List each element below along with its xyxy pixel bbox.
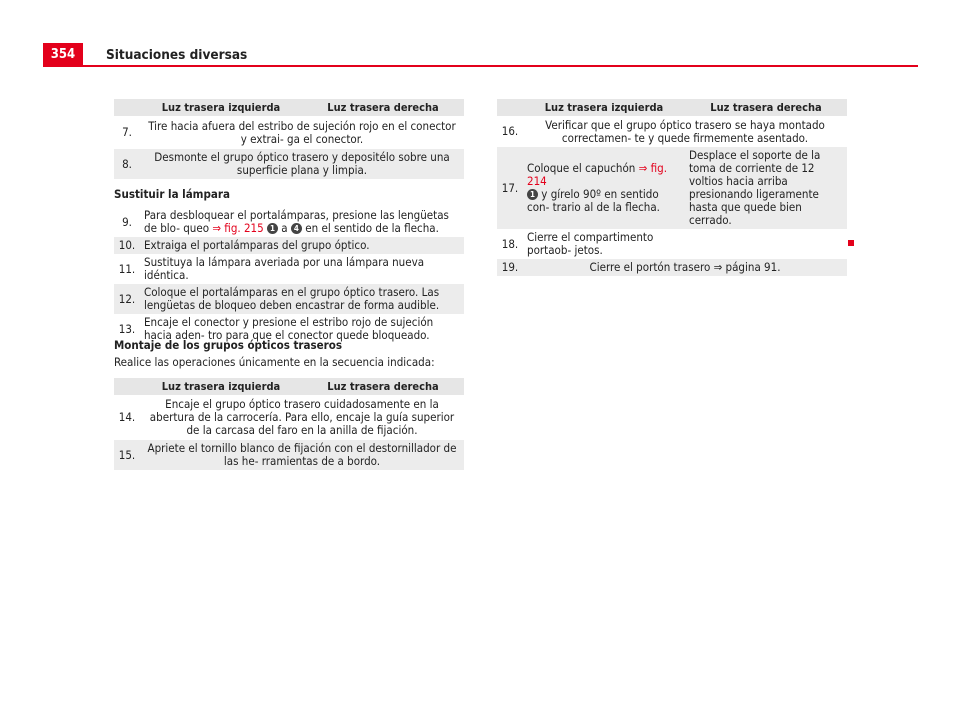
col-header-right: Luz trasera derecha bbox=[302, 99, 464, 116]
step-text: Sustituya la lámpara averiada por una lámpara nueva idéntica. bbox=[144, 255, 425, 282]
table-row bbox=[114, 395, 464, 440]
table-row bbox=[497, 147, 847, 229]
table-lamp-steps bbox=[114, 207, 464, 344]
callout-4-icon: 4 bbox=[291, 223, 302, 234]
section-note: Realice las operaciones únicamente en la secuencia indicada: bbox=[114, 355, 435, 369]
step-text-left: Cierre el compartimento portaob- jetos. bbox=[527, 230, 654, 257]
step-text-right-empty bbox=[685, 229, 847, 259]
step-text bbox=[140, 207, 464, 237]
step-number: 12. bbox=[114, 284, 140, 314]
table-row bbox=[497, 259, 847, 276]
step-number: 11. bbox=[118, 261, 136, 276]
step-text: Cierre el portón trasero ⇒ página 91. bbox=[523, 259, 847, 276]
page-title: Situaciones diversas bbox=[106, 47, 248, 63]
step-number: 18. bbox=[501, 236, 519, 251]
step-text: Desmonte el grupo óptico trasero y depositélo sobre una superficie plana y limpia. bbox=[140, 149, 464, 179]
step-text: Encaje el grupo óptico trasero cuidadosamente en la abertura de la carrocería. Para ello, encaje la guía superior de la carcasa del faro en la anilla de fijación. bbox=[149, 397, 455, 437]
step-text-part: a bbox=[281, 221, 288, 235]
step-number: 17. bbox=[497, 147, 523, 229]
table-final-steps bbox=[497, 99, 847, 276]
step-text-left bbox=[523, 147, 685, 229]
col-header-blank bbox=[497, 99, 523, 116]
step-number: 13. bbox=[118, 321, 136, 336]
figure-link[interactable]: ⇒ fig. 215 bbox=[212, 221, 264, 235]
table-row bbox=[114, 149, 464, 179]
step-text: Tire hacia afuera del estribo de sujeción rojo en el conector y extrai- ga el conector. bbox=[148, 118, 456, 146]
step-text: Coloque el portalámparas en el grupo óptico trasero. Las lengüetas de bloqueo deben encastrar de forma audible. bbox=[140, 284, 464, 314]
step-text: Extraiga el portalámparas del grupo óptico. bbox=[140, 237, 464, 254]
step-number: 8. bbox=[114, 149, 140, 179]
table-row bbox=[497, 229, 847, 259]
table-remove-steps bbox=[114, 99, 464, 179]
step-text-part: Para desbloquear el portalámparas, presione las lengüetas de blo- queo bbox=[144, 208, 449, 235]
step-number: 14. bbox=[118, 410, 136, 424]
step-text-part: en el sentido de la flecha. bbox=[305, 221, 439, 235]
col-header-left: Luz trasera izquierda bbox=[140, 99, 302, 116]
col-header-left: Luz trasera izquierda bbox=[140, 378, 302, 395]
col-header-left: Luz trasera izquierda bbox=[523, 99, 685, 116]
callout-1-icon: 1 bbox=[267, 223, 278, 234]
table-mount-steps bbox=[114, 378, 464, 470]
table-row bbox=[114, 440, 464, 470]
table-row bbox=[114, 116, 464, 149]
col-header-blank bbox=[114, 378, 140, 395]
step-text: Apriete el tornillo blanco de fijación con el destornillador de las he- rramientas de a bordo. bbox=[140, 440, 464, 470]
page-number: 354 bbox=[43, 43, 83, 65]
table-row bbox=[497, 116, 847, 147]
figure-link[interactable]: ⇒ fig. 214 bbox=[527, 161, 667, 188]
step-text-right: Desplace el soporte de la toma de corriente de 12 voltios hacia arriba presionando ligeramente hasta que quede bien cerrado. bbox=[685, 147, 847, 229]
section-heading-lamp: Sustituir la lámpara bbox=[114, 187, 230, 201]
table-row bbox=[114, 237, 464, 254]
col-header-blank bbox=[114, 99, 140, 116]
col-header-right: Luz trasera derecha bbox=[685, 99, 847, 116]
step-text: Encaje el conector y presione el estribo rojo de sujeción hacia aden- tro para que el conector quede bloqueado. bbox=[144, 315, 434, 342]
step-number: 15. bbox=[114, 440, 140, 470]
table-row bbox=[114, 284, 464, 314]
step-number: 16. bbox=[501, 124, 519, 138]
callout-1-icon: 1 bbox=[527, 189, 538, 200]
section-end-marker bbox=[848, 240, 854, 246]
header-rule bbox=[43, 65, 918, 67]
step-number: 9. bbox=[122, 214, 132, 229]
section-heading-mount: Montaje de los grupos ópticos traseros bbox=[114, 338, 343, 352]
page-header bbox=[43, 43, 918, 67]
step-text-part: Coloque el capuchón bbox=[527, 161, 639, 175]
step-text-part: y gírelo 90º en sentido con- trario al de la flecha. bbox=[527, 187, 660, 214]
step-text: Verificar que el grupo óptico trasero se haya montado correctamen- te y quede firmemente asentado. bbox=[545, 117, 825, 145]
table-row bbox=[114, 254, 464, 284]
step-number: 19. bbox=[497, 259, 523, 276]
col-header-right: Luz trasera derecha bbox=[302, 378, 464, 395]
table-row bbox=[114, 207, 464, 237]
step-number: 10. bbox=[114, 237, 140, 254]
step-number: 7. bbox=[122, 125, 132, 139]
